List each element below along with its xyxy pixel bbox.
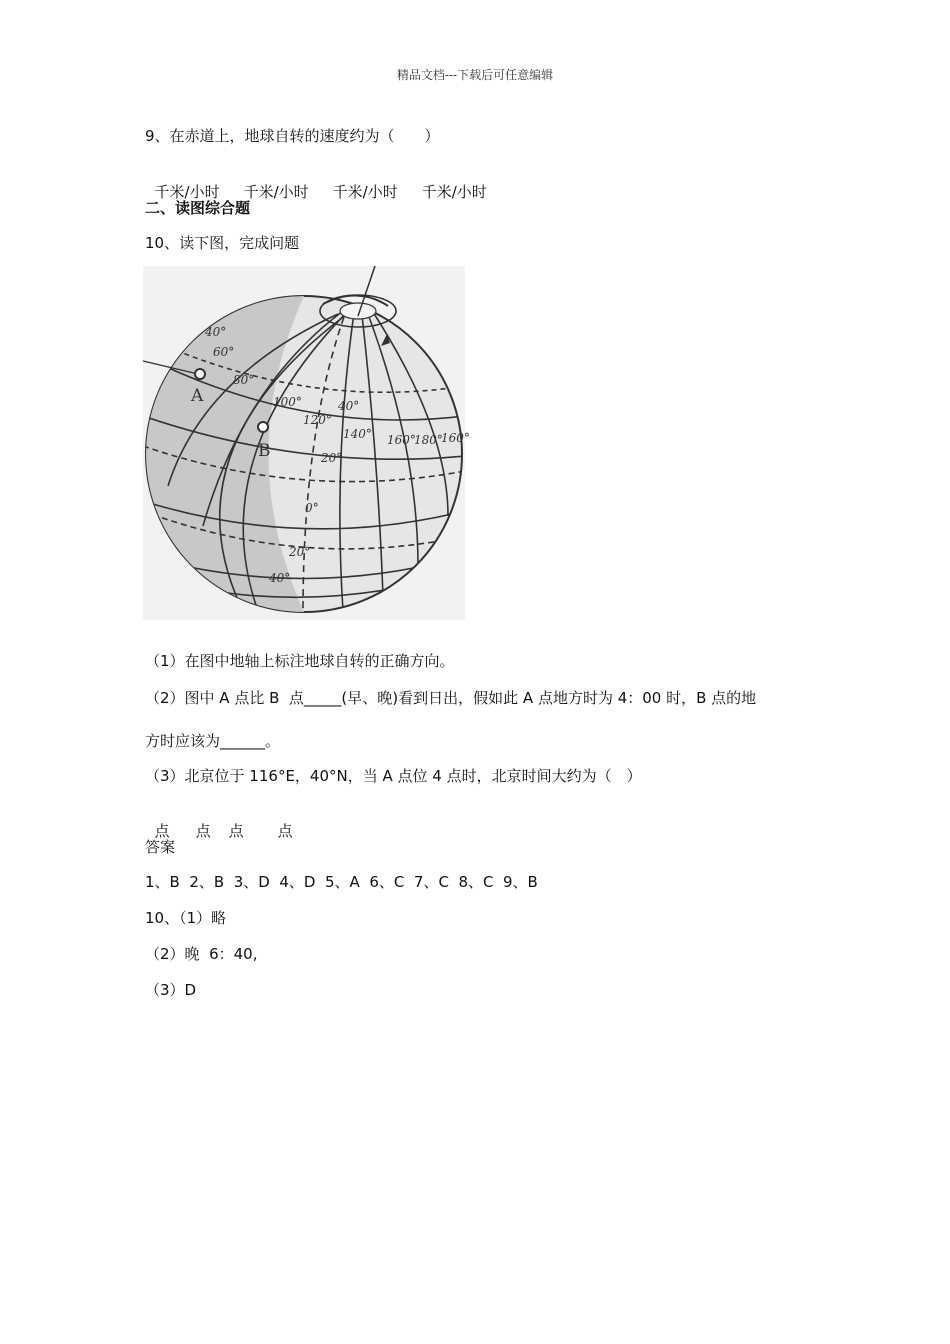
option: 千米/小时: [154, 183, 220, 201]
page-header: 精品文档---下载后可任意编辑: [396, 68, 554, 82]
option: 点: [195, 822, 211, 840]
point-a-marker: [195, 369, 205, 379]
question-10-sub3-options: [145, 801, 317, 841]
answers-line: 1、B 2、B 3、D 4、D 5、A 6、C 7、C 8、C 9、B: [145, 873, 538, 891]
answers-line: 10、（1）略: [145, 909, 227, 927]
question-10-sub1: （1）在图中地轴上标注地球自转的正确方向。: [145, 652, 455, 670]
lon-label: 140°: [343, 427, 372, 441]
lat-label: 40°: [269, 571, 291, 585]
question-10-sub2-line1: （2）图中 A 点比 B 点_____(早、晚)看到日出，假如此 A 点地方时为 4：00 时，B 点的地: [145, 689, 757, 707]
answers-line: （3）D: [145, 981, 197, 999]
option: 千米/小时: [332, 183, 398, 201]
lat-label: 40°: [338, 399, 360, 413]
lat-label: 20°: [321, 451, 343, 465]
option: 点: [154, 822, 170, 840]
section-title: 二、读图综合题: [145, 199, 251, 217]
option: 点: [228, 822, 244, 840]
point-b-marker: [258, 422, 268, 432]
globe-figure: [143, 266, 470, 620]
pole-circle: [340, 303, 376, 319]
lon-label: 100°: [273, 395, 302, 409]
lon-label: 120°: [303, 413, 332, 427]
answers-title: 答案: [145, 838, 176, 856]
lat-label: 80°: [233, 373, 255, 387]
lat-label: 40°: [205, 325, 227, 339]
question-10-sub2-line2: 方时应该为______。: [145, 732, 281, 750]
answers-line: （2）晚 6：40,: [145, 945, 258, 963]
option: 点: [277, 822, 293, 840]
point-a-label: A: [191, 386, 204, 406]
lon-label: 160°: [387, 433, 416, 447]
lon-label: 160°: [441, 431, 470, 445]
globe-diagram: [143, 266, 470, 620]
lat-label: 0°: [305, 501, 319, 515]
question-9-options: [145, 162, 511, 202]
question-9: 9、在赤道上，地球自转的速度约为（ ）: [145, 127, 440, 145]
question-10-intro: 10、读下图，完成问题: [145, 234, 300, 252]
question-10-sub3: （3）北京位于 116°E，40°N，当 A 点位 4 点时，北京时间大约为（ ）: [145, 767, 642, 785]
lat-label: 20°: [289, 545, 311, 559]
lat-label: 60°: [213, 345, 235, 359]
option: 千米/小时: [243, 183, 309, 201]
lon-label: 180°: [414, 433, 443, 447]
point-b-label: B: [258, 441, 271, 461]
option: 千米/小时: [421, 183, 487, 201]
